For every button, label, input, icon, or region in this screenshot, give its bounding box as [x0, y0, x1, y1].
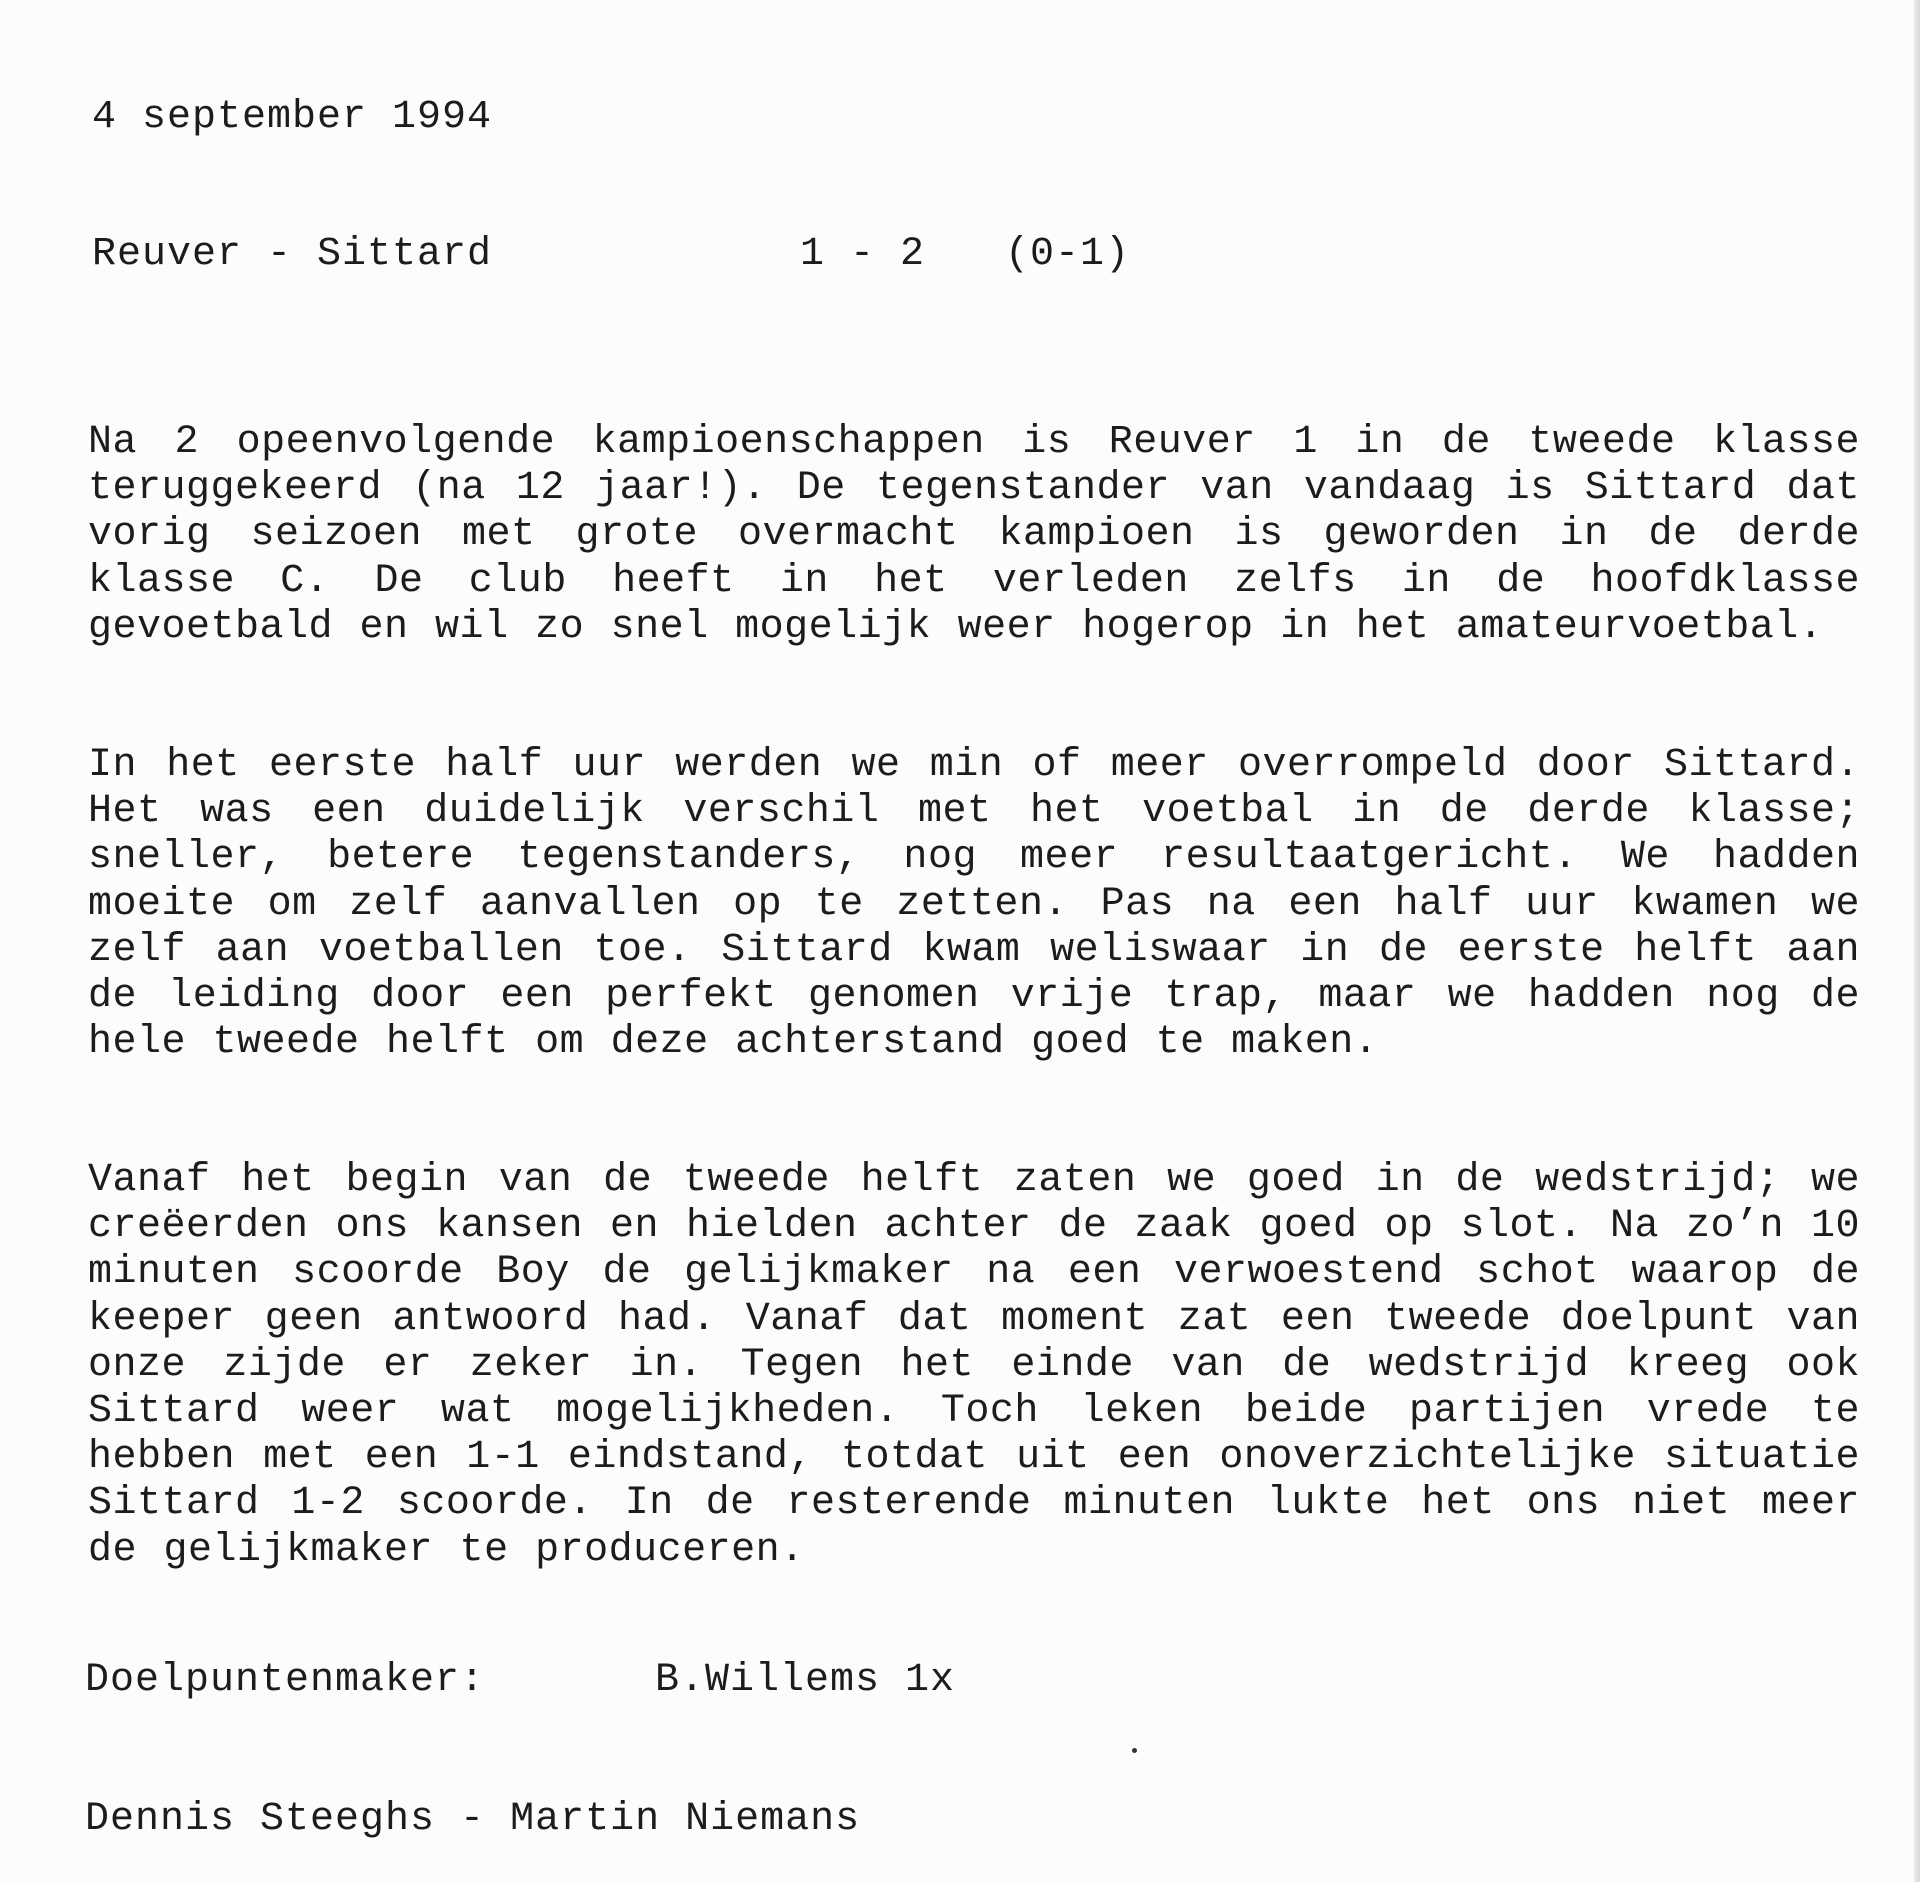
halftime-score: (0-1)	[1005, 232, 1131, 277]
page-edge	[1914, 0, 1920, 1882]
ink-speck	[1132, 1748, 1137, 1753]
scorer-value: B.Willems 1x	[655, 1658, 956, 1703]
report-date: 4 september 1994	[92, 95, 493, 140]
authors: Dennis Steeghs - Martin Niemans	[85, 1797, 861, 1842]
match-score: 1 - 2	[800, 232, 926, 277]
report-paragraph-intro: Na 2 opeenvolgende kampioenschappen is Reuver 1 in de tweede klasse teruggekeerd (na 12 jaar!). De tegenstander van vandaag is Sittard dat vorig seizoen met grote overmacht kampioen is geworden in de derde klasse C. De club heeft in het verleden zelfs in de hoofdklasse gevoetbald en wil zo snel mogelijk weer hogerop in het amateurvoetbal.	[88, 420, 1860, 650]
report-paragraph-first-half: In het eerste half uur werden we min of meer overrompeld door Sittard. Het was een duidelijk verschil met het voetbal in de derde klasse; sneller, betere tegenstanders, nog meer resultaatgericht. We hadden moeite om zelf aanvallen op te zetten. Pas na een half uur kwamen we zelf aan voetballen toe. Sittard kwam weliswaar in de eerste helft aan de leiding door een perfekt genomen vrije trap, maar we hadden nog de hele tweede helft om deze achterstand goed te maken.	[88, 743, 1860, 1066]
scorer-label: Doelpuntenmaker:	[85, 1658, 486, 1703]
match-teams: Reuver - Sittard	[92, 232, 493, 277]
report-paragraph-second-half: Vanaf het begin van de tweede helft zaten we goed in de wedstrijd; we creëerden ons kansen en hielden achter de zaak goed op slot. Na zo’n 10 minuten scoorde Boy de gelijkmaker na een verwoestend schot waarop de keeper geen antwoord had. Vanaf dat moment zat een tweede doelpunt van onze zijde er zeker in. Tegen het einde van de wedstrijd kreeg ook Sittard weer wat mogelijkheden. Toch leken beide partijen vrede te hebben met een 1-1 eindstand, totdat uit een onoverzichtelijke situatie Sittard 1-2 scoorde. In de resterende minuten lukte het ons niet meer de gelijkmaker te produceren.	[88, 1158, 1860, 1573]
